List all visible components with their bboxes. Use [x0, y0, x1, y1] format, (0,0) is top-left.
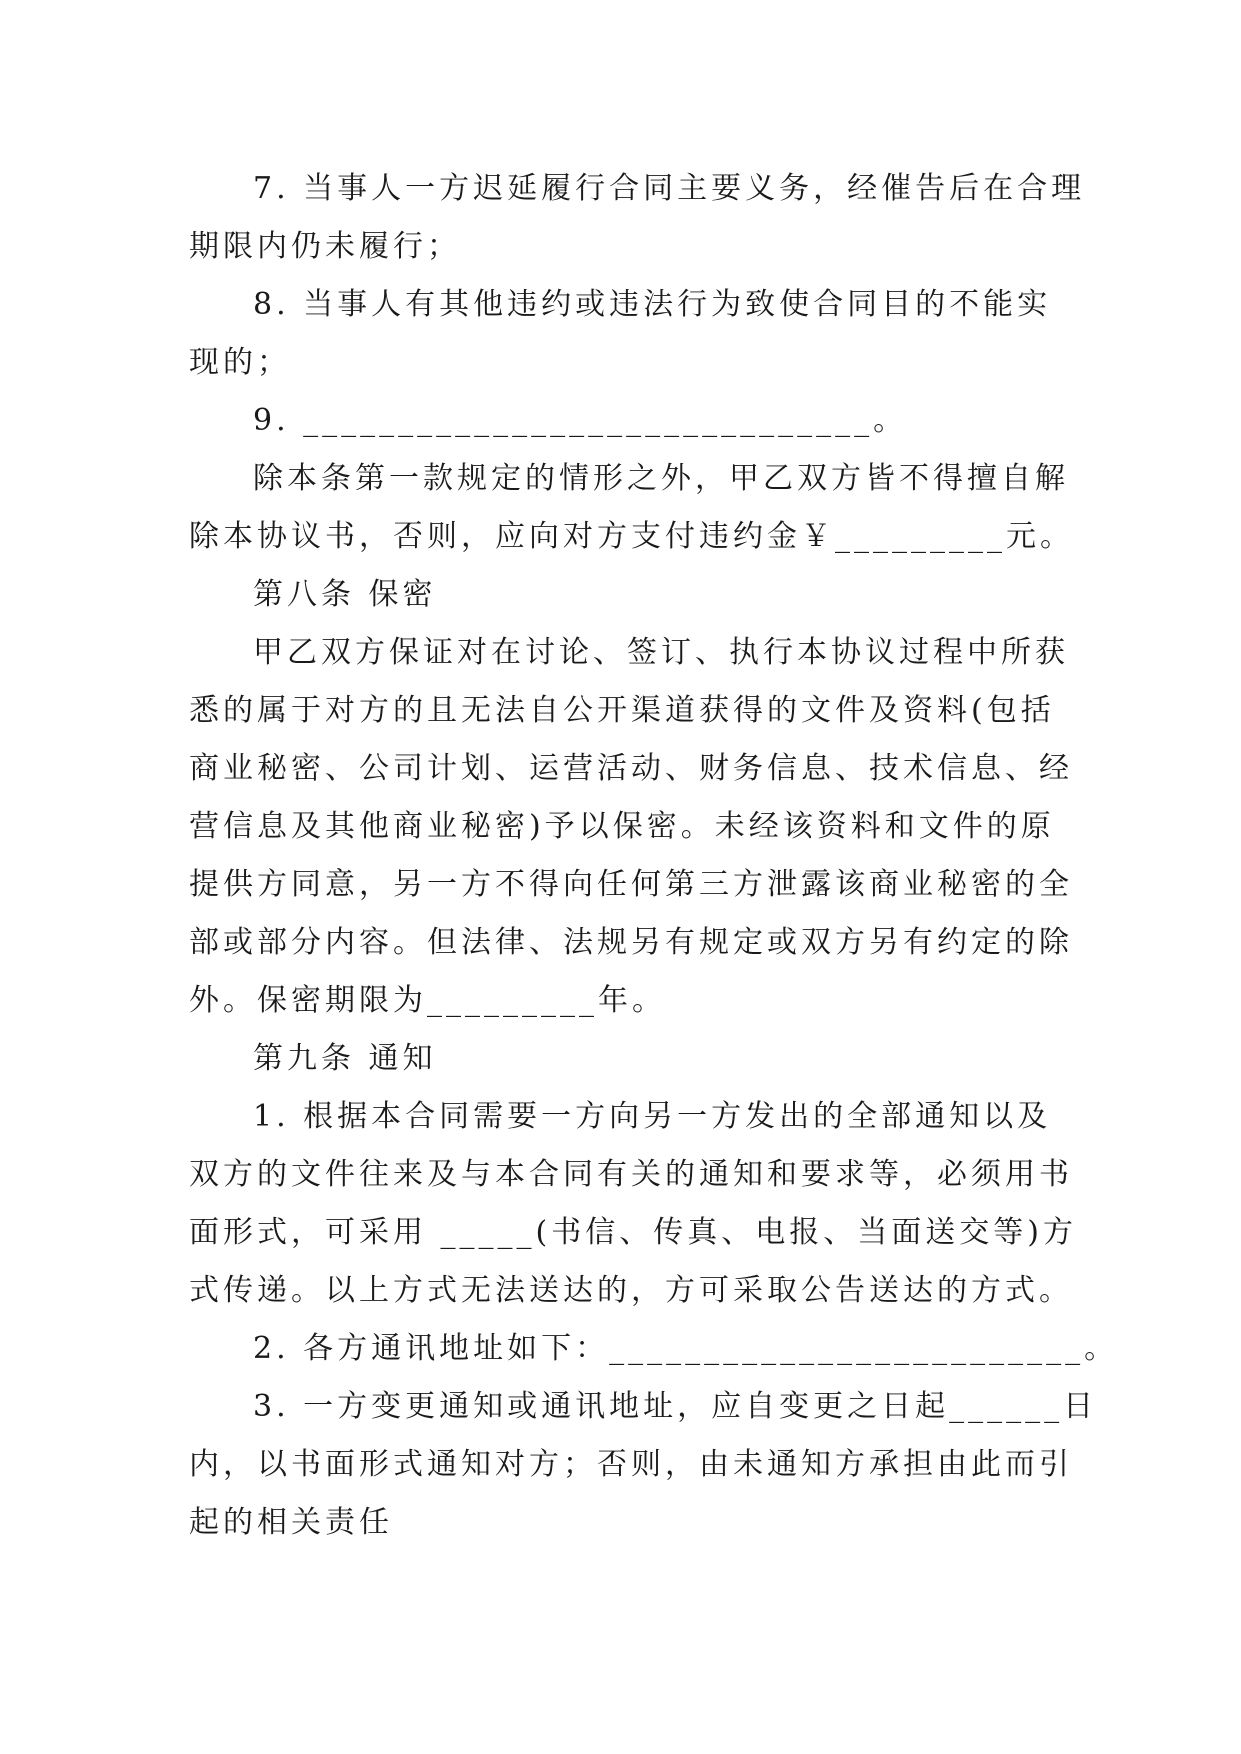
text-line: 甲乙双方保证对在讨论、签订、执行本协议过程中所获	[253, 635, 1069, 670]
text-line: 9. ______________________________。	[253, 403, 908, 438]
text-line: 现的；	[189, 345, 291, 380]
text-line: 商业秘密、公司计划、运营活动、财务信息、技术信息、经	[189, 751, 1073, 786]
text-line: 面形式，可采用 _____(书信、传真、电报、当面送交等)方	[189, 1215, 1077, 1250]
text-line: 内，以书面形式通知对方；否则，由未通知方承担由此而引	[189, 1447, 1073, 1482]
text-line: 除本条第一款规定的情形之外，甲乙双方皆不得擅自解	[253, 461, 1069, 496]
text-line: 式传递。以上方式无法送达的，方可采取公告送达的方式。	[189, 1273, 1073, 1308]
text-line: 悉的属于对方的且无法自公开渠道获得的文件及资料(包括	[189, 693, 1055, 728]
text-line: 提供方同意，另一方不得向任何第三方泄露该商业秘密的全	[189, 867, 1073, 902]
text-line: 3. 一方变更通知或通讯地址，应自变更之日起______日	[253, 1389, 1098, 1424]
text-line: 除本协议书，否则，应向对方支付违约金￥_________元。	[189, 519, 1074, 554]
text-line: 外。保密期限为_________年。	[189, 983, 666, 1018]
text-line: 7. 当事人一方迟延履行合同主要义务，经催告后在合理	[253, 171, 1086, 206]
document-body	[189, 160, 1119, 1552]
section-heading-article-9: 第九条 通知	[253, 1041, 437, 1076]
text-line: 部或部分内容。但法律、法规另有规定或双方另有约定的除	[189, 925, 1073, 960]
text-line: 营信息及其他商业秘密)予以保密。未经该资料和文件的原	[189, 809, 1055, 844]
text-line: 2. 各方通讯地址如下：_________________________。	[253, 1331, 1119, 1366]
text-line: 双方的文件往来及与本合同有关的通知和要求等，必须用书	[189, 1157, 1073, 1192]
text-line: 8. 当事人有其他违约或违法行为致使合同目的不能实	[253, 287, 1052, 322]
section-heading-article-8: 第八条 保密	[253, 577, 437, 612]
text-line: 1. 根据本合同需要一方向另一方发出的全部通知以及	[253, 1099, 1052, 1134]
text-line: 期限内仍未履行；	[189, 229, 461, 264]
text-line: 起的相关责任	[189, 1505, 393, 1540]
